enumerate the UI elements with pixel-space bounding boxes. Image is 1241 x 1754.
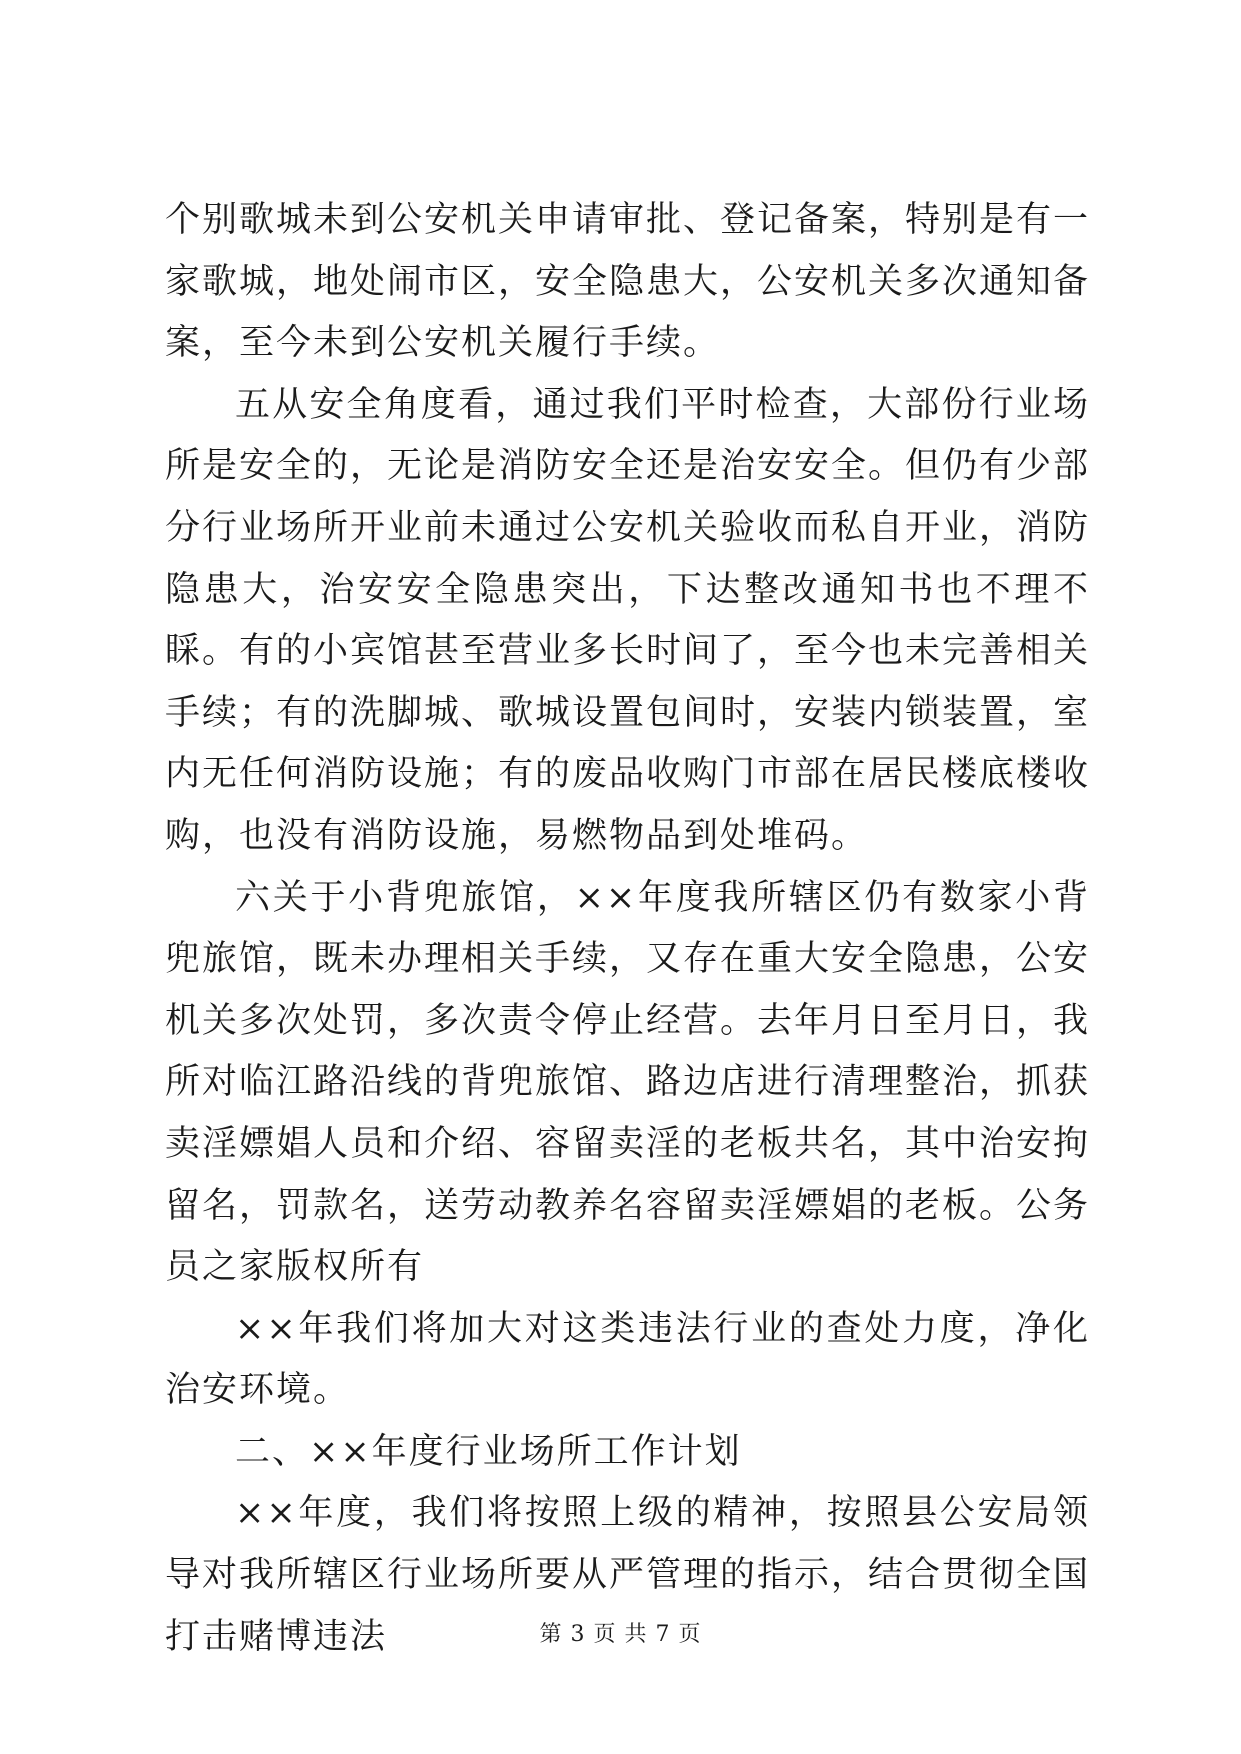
paragraph-4: ××年我们将加大对这类违法行业的查处力度，净化治安环境。 [165, 1308, 1090, 1411]
section-heading: 二、××年度行业场所工作计划 [235, 1431, 742, 1472]
document-body [165, 190, 1090, 1668]
paragraph-3: 六关于小背兜旅馆，××年度我所辖区仍有数家小背兜旅馆，既未办理相关手续，又存在重大安全隐患，公安机关多次处罚，多次责令停止经营。去年月日至月日，我所对临江路沿线的背兜旅馆、路边店进行清理整治，抓获卖淫嫖娼人员和介绍、容留卖淫的老板共名，其中治安拘留名，罚款名，送劳动教养名容留卖淫嫖娼的老板。公务员之家版权所有 [165, 877, 1091, 1288]
paragraph-1: 个别歌城未到公安机关申请审批、登记备案，特别是有一家歌城，地处闹市区，安全隐患大，公安机关多次通知备案，至今未到公安机关履行手续。 [165, 200, 1091, 364]
page-number-footer: 第 3 页 共 7 页 [539, 1622, 702, 1647]
paragraph-5: ××年度，我们将按照上级的精神，按照县公安局领导对我所辖区行业场所要从严管理的指示，结合贯彻全国打击赌博违法 [165, 1493, 1091, 1657]
paragraph-2: 五从安全角度看，通过我们平时检查，大部份行业场所是安全的，无论是消防安全还是治安安全。但仍有少部分行业场所开业前未通过公安机关验收而私自开业，消防隐患大，治安安全隐患突出，下达整改通知书也不理不睬。有的小宾馆甚至营业多长时间了，至今也未完善相关手续；有的洗脚城、歌城设置包间时，安装内锁装置，室内无任何消防设施；有的废品收购门市部在居民楼底楼收购，也没有消防设施，易燃物品到处堆码。 [165, 384, 1091, 856]
